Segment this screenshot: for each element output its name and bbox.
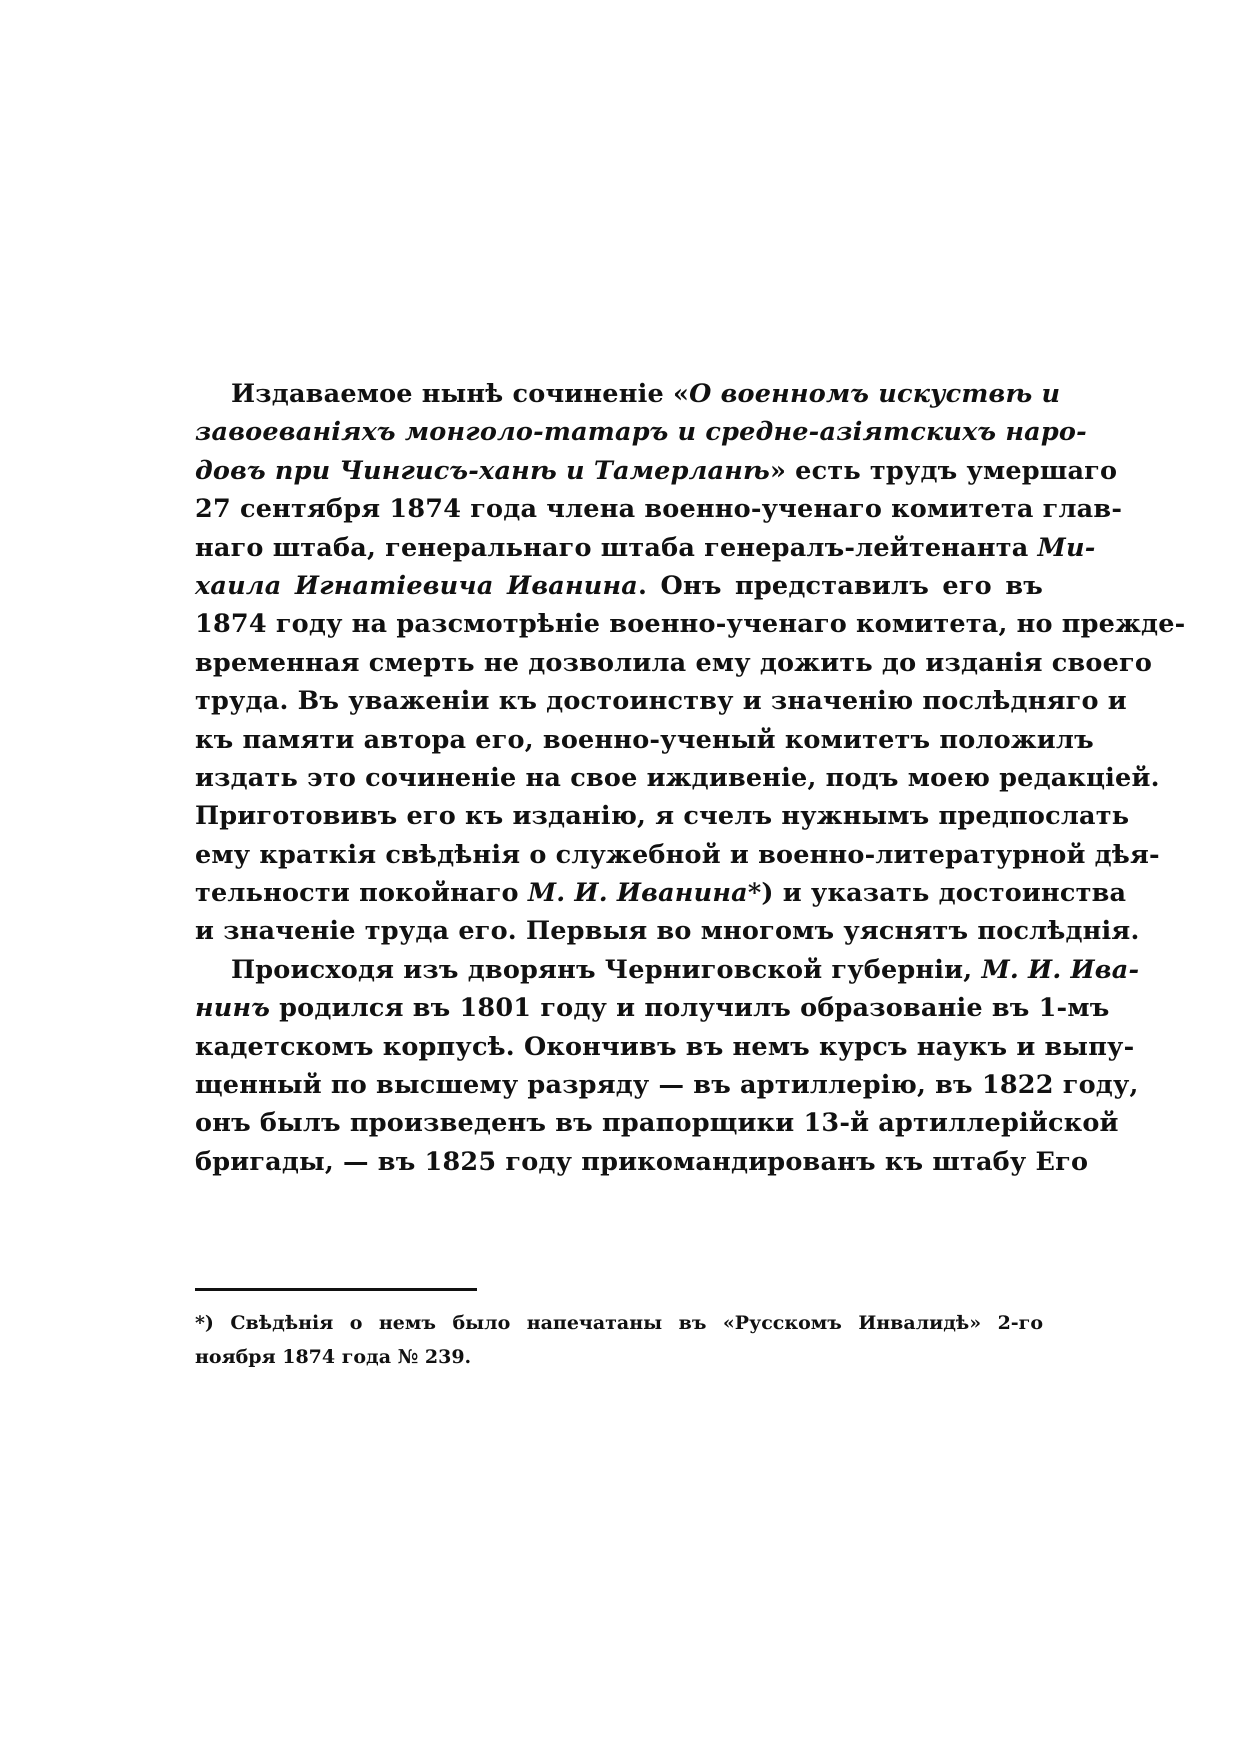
text-line: временная смерть не дозволила ему дожить до изданія своего	[195, 647, 1153, 678]
text-line: Происходя изъ дворянъ Черниговской губерніи, М. И. Ива-	[231, 954, 1140, 985]
text-line: Издаваемое нынѣ сочиненіе «О военномъ искуствѣ и	[231, 379, 1061, 409]
footnote-line: ноября 1874 года № 239.	[195, 1346, 472, 1368]
text-line: къ памяти автора его, военно-ученый комитетъ положилъ	[195, 724, 1094, 755]
footnote-line: *) Свѣдѣнія о немъ было напечатаны въ «Русскомъ Инвалидѣ» 2-го	[195, 1312, 1043, 1334]
text-line: завоеваніяхъ монголо-татаръ и средне-азіятскихъ наро-	[195, 417, 1087, 448]
text-line: онъ былъ произведенъ въ прапорщики 13-й артиллерійской	[195, 1108, 1119, 1139]
text-line: бригады, — въ 1825 году прикомандированъ къ штабу Его	[195, 1146, 1089, 1177]
text-line: наго штаба, генеральнаго штаба генералъ-лейтенанта Ми-	[195, 532, 1096, 563]
footnote-divider	[195, 1288, 477, 1291]
text-line: 27 сентября 1874 года члена военно-ученаго комитета глав-	[195, 494, 1123, 525]
text-line: Приготовивъ его къ изданію, я счелъ нужнымъ предпослать	[195, 801, 1130, 832]
main-text	[195, 375, 1186, 1181]
text-line: ему краткія свѣдѣнія о служебной и военно-литературной дѣя-	[195, 839, 1160, 870]
text-line: тельности покойнаго М. И. Иванина*) и указать достоинства	[195, 878, 1127, 909]
text-line: и значеніе труда его. Первыя во многомъ уяснятъ послѣднія.	[195, 916, 1140, 947]
text-line: издать это сочиненіе на свое иждивеніе, подъ моею редакціей.	[195, 762, 1160, 793]
text-line: кадетскомъ корпусѣ. Окончивъ въ немъ курсъ наукъ и выпу-	[195, 1031, 1135, 1062]
text-line: нинъ родился въ 1801 году и получилъ образованіе въ 1-мъ	[195, 993, 1110, 1024]
text-line: щенный по высшему разряду — въ артиллерію, въ 1822 году,	[195, 1070, 1139, 1101]
text-line: 1874 году на разсмотрѣніе военно-ученаго комитета, но прежде-	[195, 609, 1186, 640]
text-line: хаила Игнатіевича Иванина. Онъ представилъ его въ	[195, 570, 1043, 601]
text-line: труда. Въ уваженіи къ достоинству и значенію послѣдняго и	[195, 686, 1127, 717]
text-line: довъ при Чингисъ-ханѣ и Тамерланѣ» есть трудъ умершаго	[195, 455, 1118, 486]
footnote	[195, 1306, 1043, 1374]
